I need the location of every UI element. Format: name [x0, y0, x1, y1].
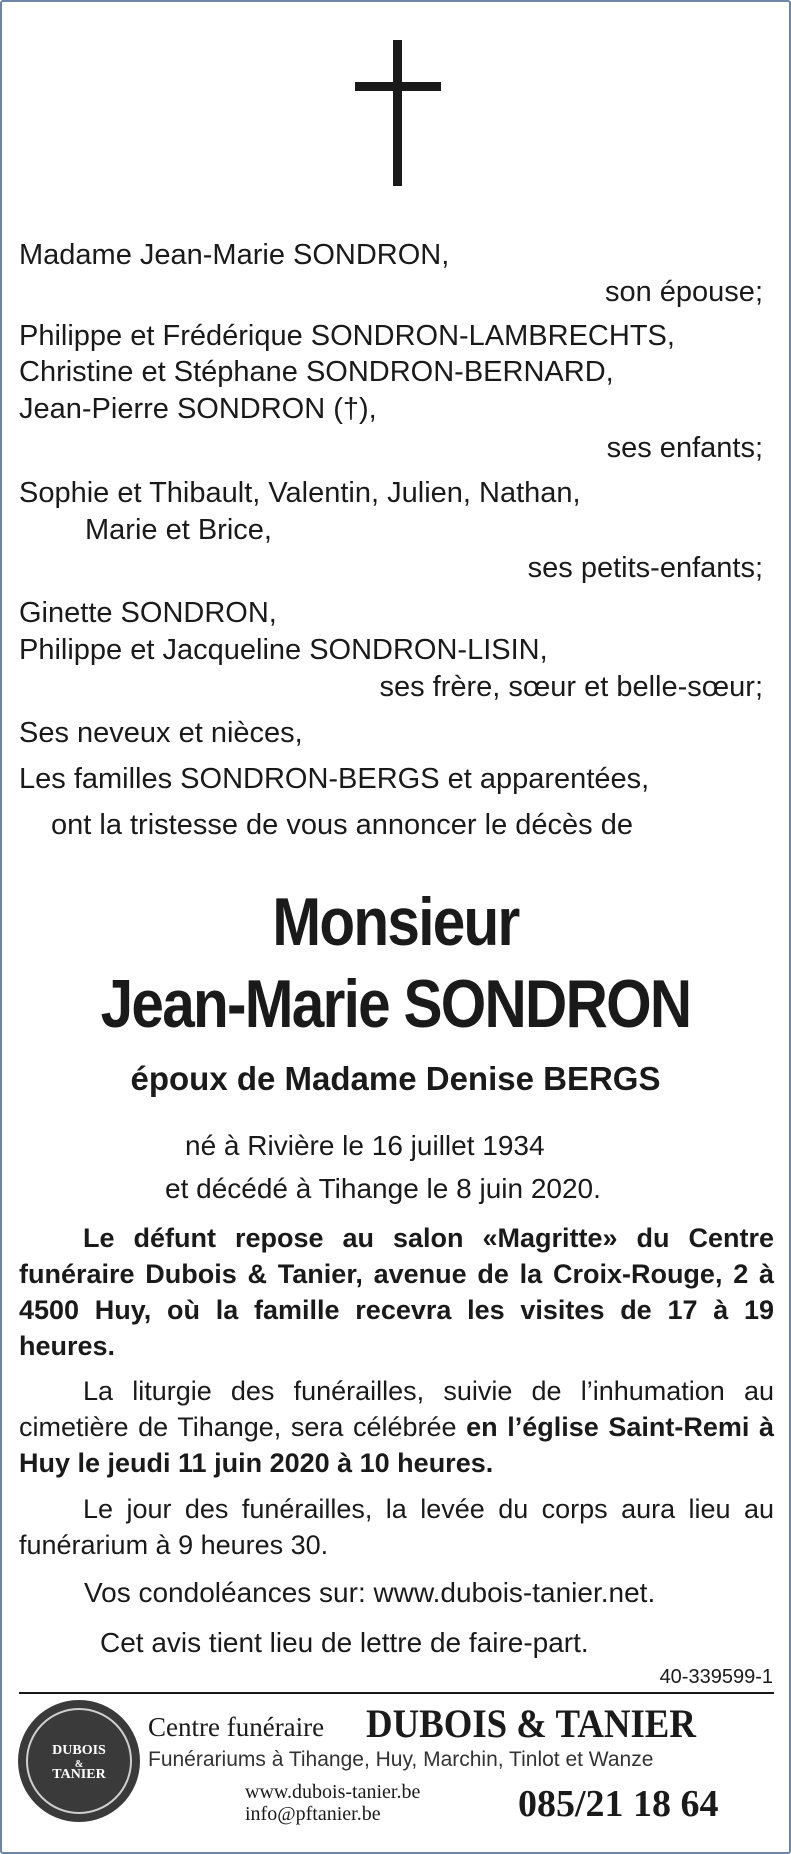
- family-line-6: ses enfants;: [606, 432, 763, 464]
- website[interactable]: www.dubois-tanier.be: [245, 1781, 421, 1803]
- family-line-1: Madame Jean-Marie SONDRON,: [19, 239, 450, 271]
- reference-number: 40-339599-1: [659, 1666, 773, 1688]
- footer-rule: [19, 1692, 774, 1694]
- logo-text-amp: &: [74, 1759, 84, 1770]
- liturgy-text: La liturgie des funérailles, suivie de l’inhumation au cimetière de Tihange, sera célébrée: [19, 1376, 774, 1442]
- phone-number: 085/21 18 64: [518, 1783, 719, 1825]
- family-line-15: ont la tristesse de vous annoncer le décès de: [51, 809, 633, 841]
- deceased-title: Monsieur: [272, 884, 519, 960]
- email[interactable]: info@pftanier.be: [245, 1803, 381, 1825]
- birth-line: né à Rivière le 16 juillet 1934: [185, 1130, 545, 1161]
- notice-line: Cet avis tient lieu de lettre de faire-part.: [100, 1627, 589, 1658]
- family-line-14: Les familles SONDRON-BERGS et apparentées,: [19, 763, 650, 795]
- condolences-line: Vos condoléances sur: www.dubois-tanier.net.: [84, 1577, 656, 1608]
- funerariums-line: Funérariums à Tihange, Huy, Marchin, Tinlot et Wanze: [148, 1748, 654, 1771]
- family-line-12: ses frère, sœur et belle-sœur;: [379, 671, 763, 703]
- family-line-4: Christine et Stéphane SONDRON-BERNARD,: [19, 356, 614, 388]
- cross-icon: [355, 40, 441, 186]
- levee-paragraph: Le jour des funérailles, la levée du corps aura lieu au funérarium à 9 heures 30.: [19, 1494, 774, 1560]
- repose-paragraph: Le défunt repose au salon «Magritte» du Centre funéraire Dubois & Tanier, avenue de la Croix-Rouge, 2 à 4500 Huy, où la famille recevra les visites de 17 à 19 heures.: [19, 1223, 774, 1361]
- deceased-spouse: époux de Madame Denise BERGS: [130, 1060, 661, 1097]
- family-line-13: Ses neveux et nièces,: [19, 717, 303, 749]
- liturgy-paragraph: [19, 1373, 774, 1481]
- logo-text-top: DUBOIS: [52, 1743, 106, 1758]
- family-line-2: son épouse;: [604, 276, 763, 308]
- family-line-9: ses petits-enfants;: [527, 552, 763, 584]
- dubois-tanier-logo: [18, 1700, 140, 1822]
- deceased-name: Jean-Marie SONDRON: [100, 966, 691, 1042]
- centre-label: Centre funéraire: [148, 1712, 325, 1742]
- family-line-5: Jean-Pierre SONDRON (†),: [19, 393, 377, 425]
- family-line-3: Philippe et Frédérique SONDRON-LAMBRECHTS,: [19, 320, 675, 352]
- liturgy-bold-text: en l’église Saint-Remi à Huy le jeudi 11 juin 2020 à 10 heures.: [19, 1412, 774, 1478]
- brand-name: DUBOIS & TANIER: [366, 1701, 696, 1746]
- family-line-11: Philippe et Jacqueline SONDRON-LISIN,: [19, 634, 548, 666]
- family-line-8: Marie et Brice,: [85, 514, 272, 546]
- death-line: et décédé à Tihange le 8 juin 2020.: [165, 1173, 601, 1204]
- family-line-10: Ginette SONDRON,: [19, 597, 277, 629]
- family-line-7: Sophie et Thibault, Valentin, Julien, Nathan,: [19, 477, 581, 509]
- logo-text-bottom: TANIER: [52, 1767, 106, 1782]
